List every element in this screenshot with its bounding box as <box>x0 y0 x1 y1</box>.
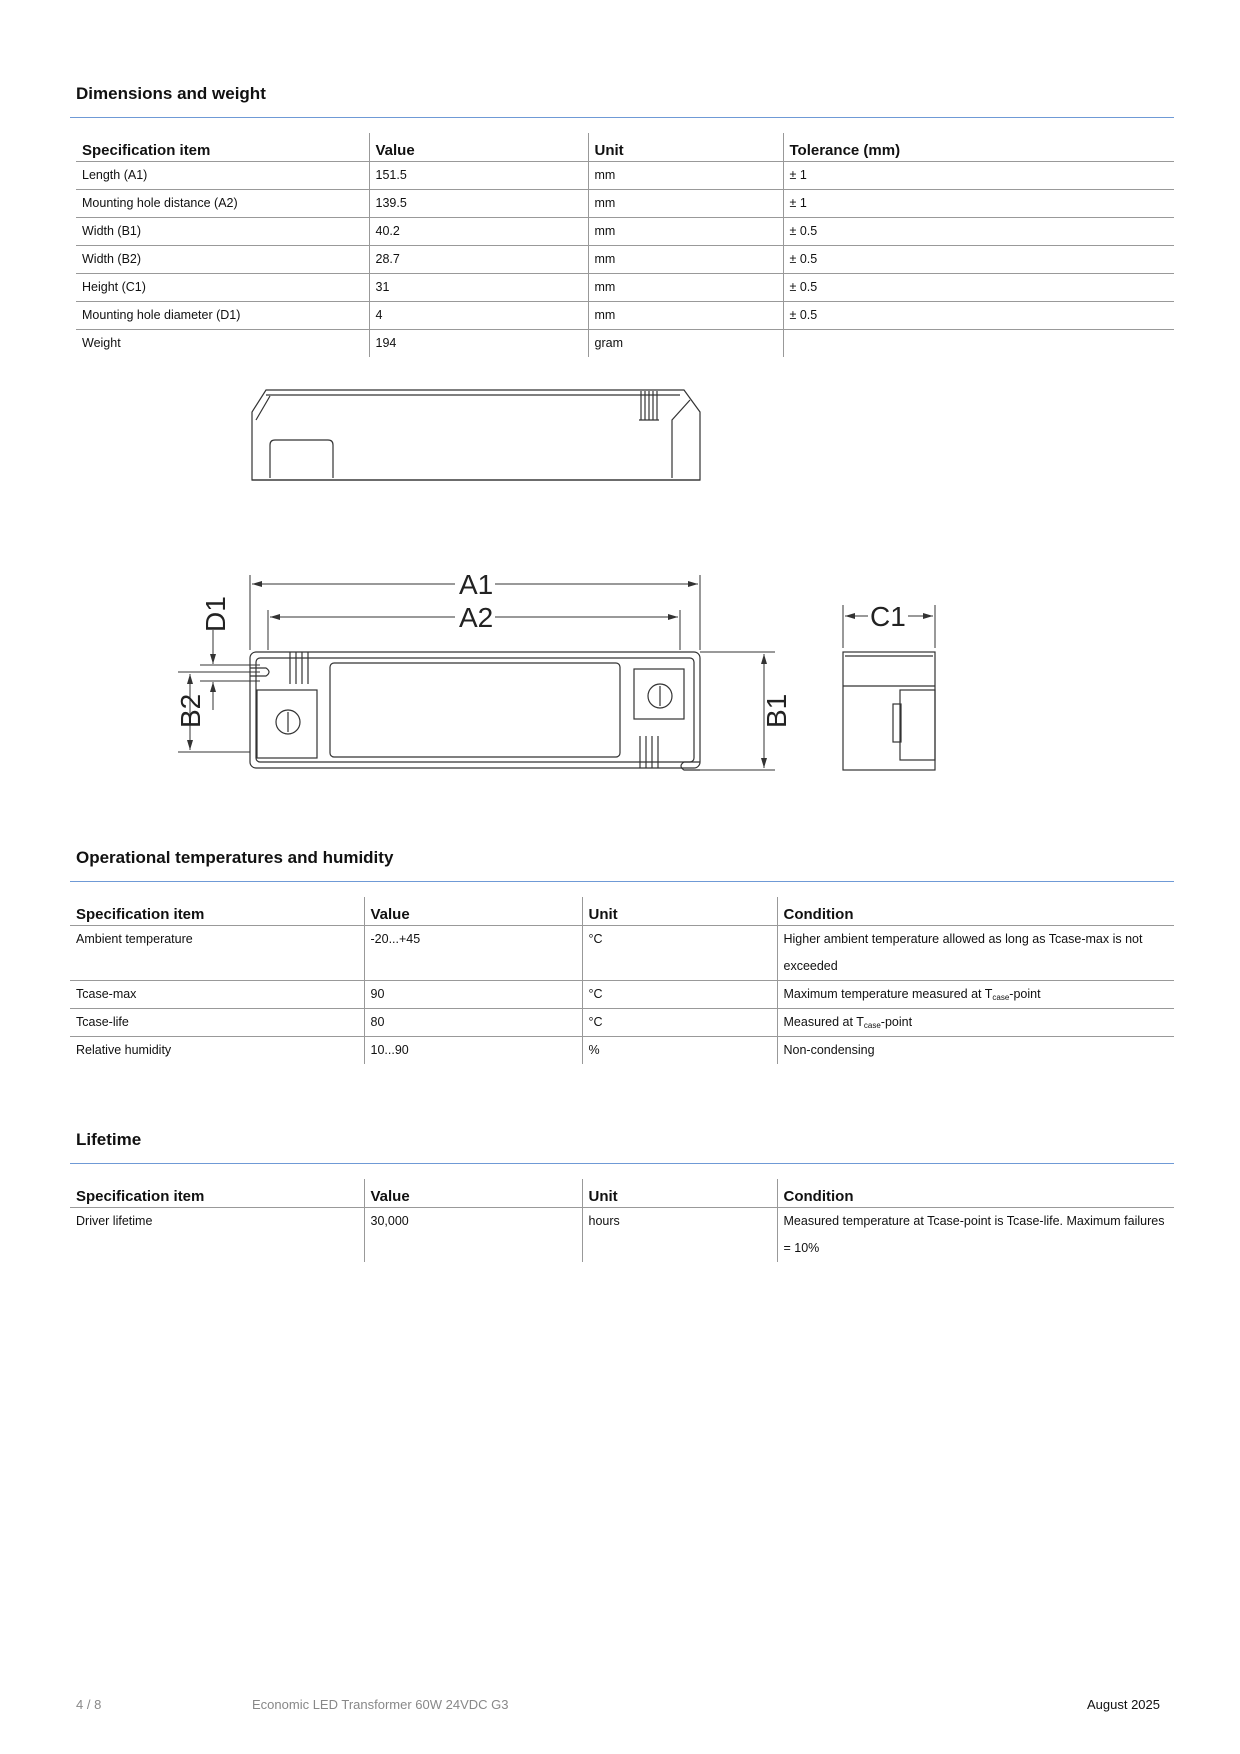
cell-value: -20...+45 <box>364 926 582 981</box>
section-divider <box>70 881 1174 882</box>
label-b2: B2 <box>175 693 206 728</box>
cell-value: 40.2 <box>369 218 588 246</box>
table-row <box>70 981 1174 1009</box>
table-row <box>70 1208 1174 1263</box>
dimension-arrows <box>187 581 933 768</box>
condition-text: -point <box>880 1015 913 1029</box>
cell-item: Height (C1) <box>76 274 369 302</box>
cell-unit: % <box>582 1037 777 1065</box>
dimension-lines <box>178 575 935 770</box>
cell-condition <box>777 981 1174 1009</box>
column-header: Specification item <box>76 133 369 162</box>
cell-item: Mounting hole diameter (D1) <box>76 302 369 330</box>
column-header: Unit <box>588 133 783 162</box>
end-view <box>843 652 935 770</box>
column-header: Condition <box>777 897 1174 926</box>
cell-item: Mounting hole distance (A2) <box>76 190 369 218</box>
cell-value: 10...90 <box>364 1037 582 1065</box>
section-title-dimensions: Dimensions and weight <box>76 84 266 103</box>
operational-table <box>70 897 1174 1064</box>
label-c1: C1 <box>870 601 906 632</box>
cell-value: 30,000 <box>364 1208 582 1263</box>
table-header-row <box>76 133 1174 162</box>
footer-date: August 2025 <box>1086 1697 1160 1712</box>
top-view <box>250 652 700 770</box>
label-d1: D1 <box>200 596 231 632</box>
column-header: Value <box>369 133 588 162</box>
cell-unit: mm <box>588 246 783 274</box>
cell-value: 151.5 <box>369 162 588 190</box>
lifetime-table <box>70 1179 1174 1262</box>
table-row <box>76 274 1174 302</box>
cell-unit: gram <box>588 330 783 358</box>
cell-item: Width (B2) <box>76 246 369 274</box>
section-divider <box>70 1163 1174 1164</box>
table-row <box>70 1009 1174 1037</box>
condition-subscript: case <box>992 993 1010 1002</box>
column-header: Value <box>364 897 582 926</box>
section-title-operational: Operational temperatures and humidity <box>76 848 394 867</box>
table-row <box>76 162 1174 190</box>
dimensions-table <box>76 133 1174 357</box>
cell-unit: °C <box>582 981 777 1009</box>
cell-tolerance: ± 0.5 <box>783 274 1174 302</box>
cell-condition: Higher ambient temperature allowed as long as Tcase-max is not exceeded <box>777 926 1174 981</box>
cell-unit: °C <box>582 1009 777 1037</box>
cell-tolerance: ± 1 <box>783 162 1174 190</box>
section-divider <box>70 117 1174 118</box>
cell-condition: Non-condensing <box>777 1037 1174 1065</box>
table-row <box>76 190 1174 218</box>
cell-condition <box>777 1009 1174 1037</box>
cell-value: 194 <box>369 330 588 358</box>
label-a1: A1 <box>459 569 494 600</box>
cell-unit: mm <box>588 190 783 218</box>
cell-tolerance: ± 0.5 <box>783 246 1174 274</box>
label-a2: A2 <box>459 602 494 633</box>
cell-item: Width (B1) <box>76 218 369 246</box>
table-row <box>76 218 1174 246</box>
column-header: Specification item <box>70 1179 364 1208</box>
footer-product-name: Economic LED Transformer 60W 24VDC G3 <box>252 1697 509 1712</box>
table-header-row <box>70 1179 1174 1208</box>
cell-unit: mm <box>588 218 783 246</box>
cell-item: Length (A1) <box>76 162 369 190</box>
table-row <box>76 302 1174 330</box>
cell-condition: Measured temperature at Tcase-point is Tcase-life. Maximum failures = 10% <box>777 1208 1174 1263</box>
cell-unit: hours <box>582 1208 777 1263</box>
column-header: Unit <box>582 897 777 926</box>
cell-item: Tcase-max <box>70 981 364 1009</box>
cell-item: Tcase-life <box>70 1009 364 1037</box>
cell-item: Ambient temperature <box>70 926 364 981</box>
cell-value: 28.7 <box>369 246 588 274</box>
cell-tolerance: ± 0.5 <box>783 218 1174 246</box>
cell-value: 139.5 <box>369 190 588 218</box>
label-b1: B1 <box>761 693 792 728</box>
cell-unit: mm <box>588 162 783 190</box>
cell-value: 31 <box>369 274 588 302</box>
cell-item: Driver lifetime <box>76 1214 153 1228</box>
cell-value: 90 <box>364 981 582 1009</box>
condition-subscript: case <box>863 1021 881 1030</box>
condition-text: -point <box>1009 987 1041 1001</box>
cell-unit: °C <box>582 926 777 981</box>
section-title-lifetime: Lifetime <box>76 1130 142 1149</box>
column-header: Tolerance (mm) <box>783 133 1174 162</box>
column-header: Specification item <box>70 897 364 926</box>
condition-text: Maximum temperature measured at T <box>783 987 993 1001</box>
table-row <box>76 330 1174 358</box>
cell-item: Weight <box>82 336 121 350</box>
table-row <box>76 246 1174 274</box>
cell-tolerance: ± 1 <box>783 190 1174 218</box>
cell-tolerance <box>783 330 1174 358</box>
column-header: Value <box>364 1179 582 1208</box>
cell-value: 80 <box>364 1009 582 1037</box>
cell-item: Relative humidity <box>76 1043 172 1057</box>
condition-text: Measured at T <box>783 1015 864 1029</box>
table-row <box>70 926 1174 981</box>
cell-unit: mm <box>588 302 783 330</box>
cell-value: 4 <box>369 302 588 330</box>
column-header: Unit <box>582 1179 777 1208</box>
table-header-row <box>70 897 1174 926</box>
table-row <box>70 1037 1174 1065</box>
cell-tolerance: ± 0.5 <box>783 302 1174 330</box>
side-view <box>252 390 700 480</box>
cell-unit: mm <box>588 274 783 302</box>
column-header: Condition <box>777 1179 1174 1208</box>
dimension-drawing <box>170 380 960 780</box>
footer-page-number: 4 / 8 <box>76 1697 102 1712</box>
